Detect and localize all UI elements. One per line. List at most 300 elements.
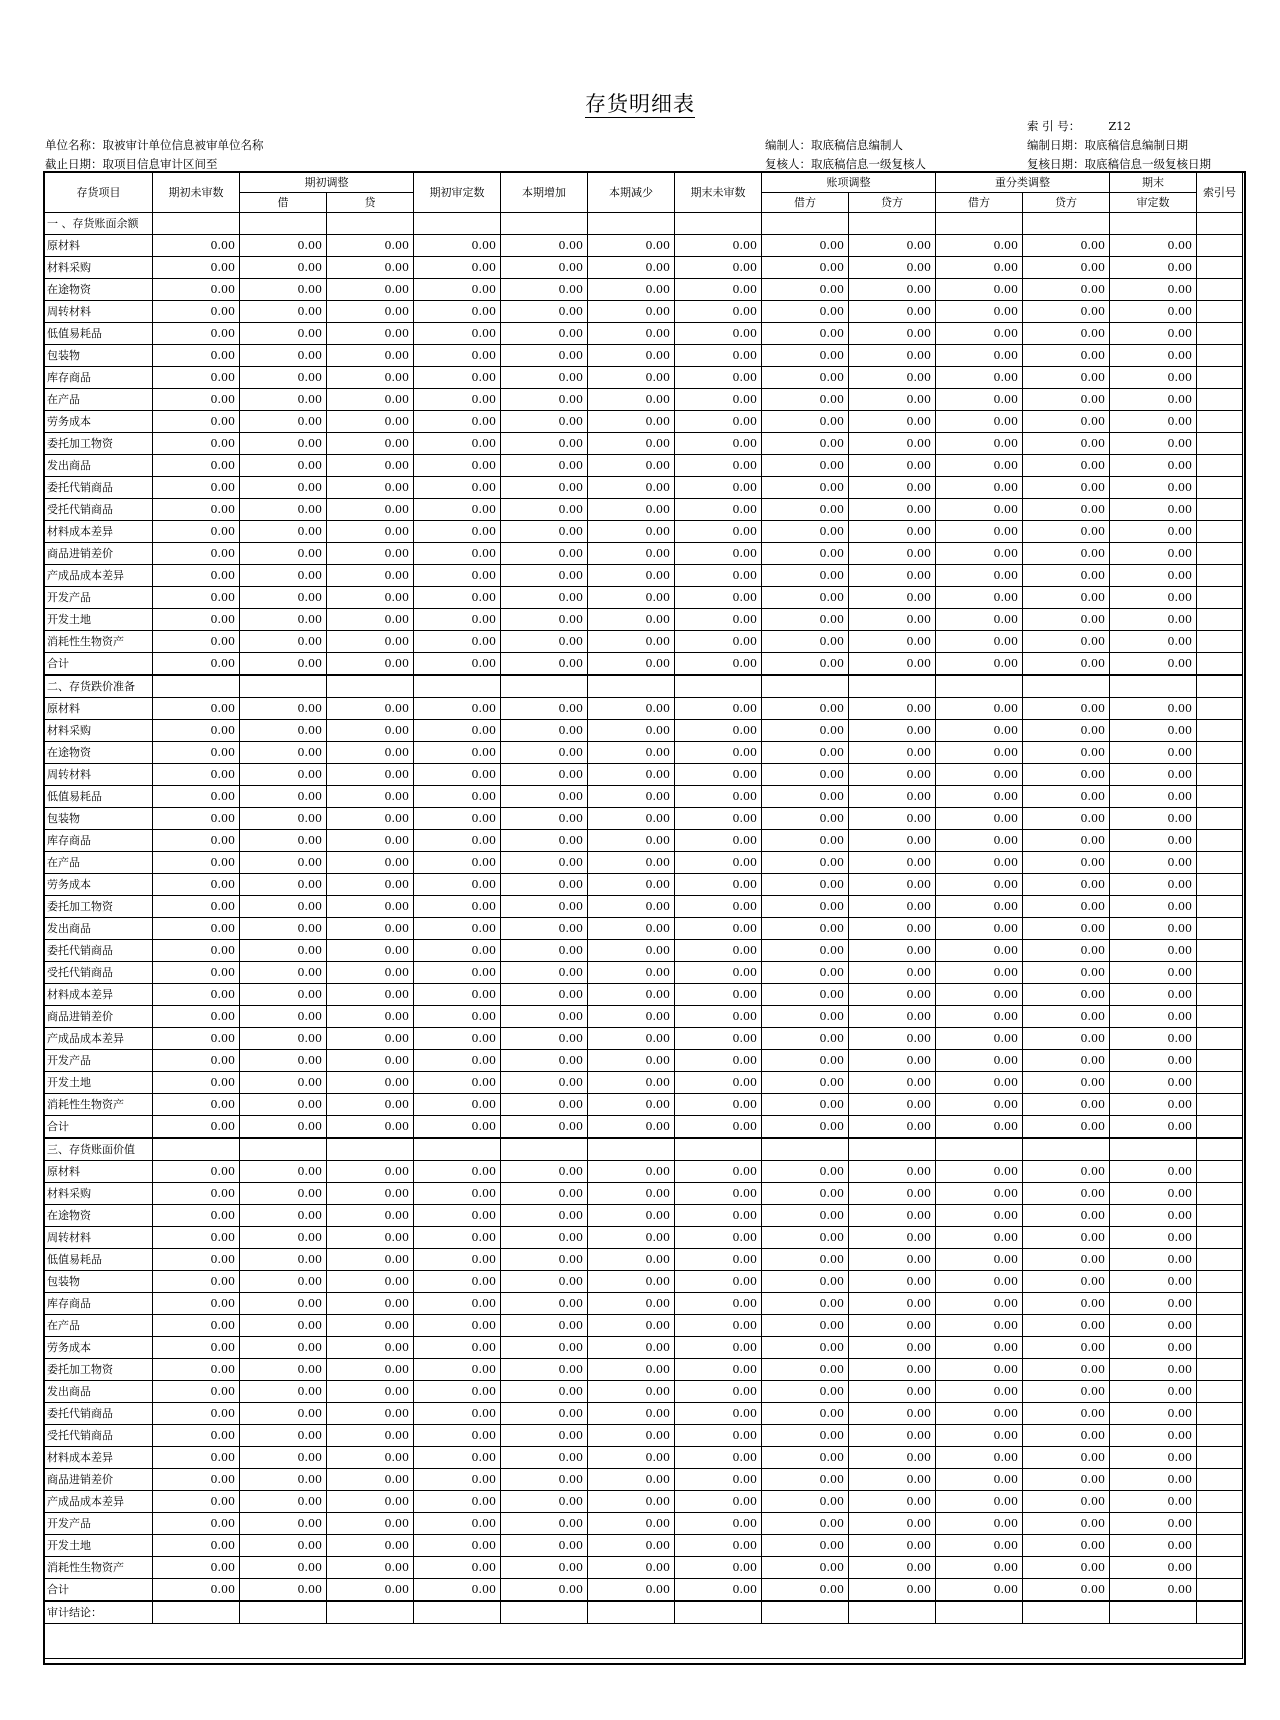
- index-cell: [1197, 984, 1243, 1006]
- value-cell: 0.00: [675, 301, 762, 323]
- conclusion-label: 审计结论：: [45, 1601, 153, 1624]
- row-item-name: 发出商品: [45, 455, 153, 477]
- value-cell: 0.00: [1110, 653, 1197, 676]
- value-cell: 0.00: [327, 1249, 414, 1271]
- value-cell: 0.00: [1110, 896, 1197, 918]
- value-cell: 0.00: [327, 565, 414, 587]
- value-cell: 0.00: [327, 1337, 414, 1359]
- table-row: [45, 1337, 1243, 1359]
- value-cell: 0.00: [501, 1028, 588, 1050]
- value-cell: 0.00: [240, 345, 327, 367]
- value-cell: 0.00: [501, 984, 588, 1006]
- row-item-name: 委托代销商品: [45, 940, 153, 962]
- index-cell: [1197, 896, 1243, 918]
- index-number-label: 索 引 号：: [1027, 119, 1081, 133]
- value-cell: 0.00: [501, 1006, 588, 1028]
- value-cell: 0.00: [501, 852, 588, 874]
- value-cell: 0.00: [327, 1293, 414, 1315]
- value-cell: 0.00: [153, 1094, 240, 1116]
- empty-cell: [1023, 675, 1110, 698]
- value-cell: 0.00: [327, 609, 414, 631]
- value-cell: 0.00: [327, 1315, 414, 1337]
- value-cell: 0.00: [1023, 521, 1110, 543]
- section-title: 三、存货账面价值: [45, 1138, 153, 1161]
- value-cell: 0.00: [1110, 1469, 1197, 1491]
- value-cell: 0.00: [1023, 1381, 1110, 1403]
- value-cell: 0.00: [501, 477, 588, 499]
- value-cell: 0.00: [240, 1072, 327, 1094]
- value-cell: 0.00: [762, 1205, 849, 1227]
- table-row: [45, 1161, 1243, 1183]
- value-cell: 0.00: [153, 720, 240, 742]
- col-header-opening-adjust: 期初调整: [240, 173, 414, 193]
- row-item-name: 库存商品: [45, 830, 153, 852]
- table-row: [45, 565, 1243, 587]
- value-cell: 0.00: [849, 786, 936, 808]
- row-item-name: 原材料: [45, 698, 153, 720]
- table-row: [45, 1183, 1243, 1205]
- value-cell: 0.00: [414, 1293, 501, 1315]
- value-cell: 0.00: [153, 1271, 240, 1293]
- value-cell: 0.00: [675, 1491, 762, 1513]
- row-item-name: 开发土地: [45, 1535, 153, 1557]
- value-cell: 0.00: [588, 477, 675, 499]
- value-cell: 0.00: [588, 279, 675, 301]
- value-cell: 0.00: [153, 587, 240, 609]
- value-cell: 0.00: [1110, 1249, 1197, 1271]
- value-cell: 0.00: [936, 565, 1023, 587]
- value-cell: 0.00: [327, 852, 414, 874]
- value-cell: 0.00: [675, 1116, 762, 1139]
- index-cell: [1197, 1028, 1243, 1050]
- row-item-name: 劳务成本: [45, 1337, 153, 1359]
- value-cell: 0.00: [588, 940, 675, 962]
- conclusion-cell: [240, 1601, 327, 1624]
- empty-cell: [1197, 1138, 1243, 1161]
- prepare-date-value: 取底稿信息编制日期: [1084, 138, 1188, 152]
- value-cell: 0.00: [240, 1403, 327, 1425]
- value-cell: 0.00: [762, 1161, 849, 1183]
- value-cell: 0.00: [414, 1006, 501, 1028]
- value-cell: 0.00: [414, 1271, 501, 1293]
- index-cell: [1197, 521, 1243, 543]
- value-cell: 0.00: [240, 1469, 327, 1491]
- value-cell: 0.00: [327, 1183, 414, 1205]
- value-cell: 0.00: [1023, 279, 1110, 301]
- col-header-closing-audited: 审定数: [1110, 193, 1197, 213]
- table-row: [45, 1381, 1243, 1403]
- index-cell: [1197, 1183, 1243, 1205]
- value-cell: 0.00: [501, 367, 588, 389]
- value-cell: 0.00: [153, 499, 240, 521]
- table-row: [45, 1094, 1243, 1116]
- value-cell: 0.00: [762, 764, 849, 786]
- value-cell: 0.00: [936, 1116, 1023, 1139]
- table-row: [45, 1359, 1243, 1381]
- value-cell: 0.00: [153, 1072, 240, 1094]
- value-cell: 0.00: [849, 653, 936, 676]
- table-row: [45, 345, 1243, 367]
- row-item-name: 受托代销商品: [45, 1425, 153, 1447]
- value-cell: 0.00: [1023, 1425, 1110, 1447]
- value-cell: 0.00: [588, 433, 675, 455]
- value-cell: 0.00: [849, 499, 936, 521]
- index-cell: [1197, 1116, 1243, 1139]
- value-cell: 0.00: [327, 477, 414, 499]
- empty-cell: [327, 213, 414, 235]
- value-cell: 0.00: [153, 477, 240, 499]
- value-cell: 0.00: [762, 852, 849, 874]
- value-cell: 0.00: [762, 1006, 849, 1028]
- value-cell: 0.00: [240, 1205, 327, 1227]
- value-cell: 0.00: [501, 1403, 588, 1425]
- value-cell: 0.00: [414, 1205, 501, 1227]
- value-cell: 0.00: [1110, 1381, 1197, 1403]
- value-cell: 0.00: [327, 653, 414, 676]
- value-cell: 0.00: [501, 543, 588, 565]
- value-cell: 0.00: [240, 1491, 327, 1513]
- value-cell: 0.00: [501, 653, 588, 676]
- value-cell: 0.00: [675, 1161, 762, 1183]
- table-row: [45, 1469, 1243, 1491]
- value-cell: 0.00: [1110, 1535, 1197, 1557]
- value-cell: 0.00: [588, 367, 675, 389]
- value-cell: 0.00: [414, 808, 501, 830]
- value-cell: 0.00: [675, 1271, 762, 1293]
- value-cell: 0.00: [327, 1557, 414, 1579]
- value-cell: 0.00: [1110, 1094, 1197, 1116]
- conclusion-cell: [1110, 1601, 1197, 1624]
- value-cell: 0.00: [1110, 455, 1197, 477]
- value-cell: 0.00: [1023, 1161, 1110, 1183]
- value-cell: 0.00: [501, 631, 588, 653]
- value-cell: 0.00: [240, 1183, 327, 1205]
- value-cell: 0.00: [327, 455, 414, 477]
- row-item-name: 库存商品: [45, 367, 153, 389]
- conclusion-cell: [1197, 1601, 1243, 1624]
- value-cell: 0.00: [936, 1337, 1023, 1359]
- value-cell: 0.00: [588, 411, 675, 433]
- value-cell: 0.00: [588, 830, 675, 852]
- index-cell: [1197, 543, 1243, 565]
- value-cell: 0.00: [1110, 1006, 1197, 1028]
- value-cell: 0.00: [849, 940, 936, 962]
- value-cell: 0.00: [849, 1094, 936, 1116]
- value-cell: 0.00: [588, 631, 675, 653]
- table-row: [45, 1447, 1243, 1469]
- value-cell: 0.00: [327, 720, 414, 742]
- value-cell: 0.00: [1110, 1403, 1197, 1425]
- value-cell: 0.00: [762, 587, 849, 609]
- value-cell: 0.00: [849, 1293, 936, 1315]
- value-cell: 0.00: [414, 1116, 501, 1139]
- index-cell: [1197, 1403, 1243, 1425]
- table-row: [45, 962, 1243, 984]
- table-row: [45, 653, 1243, 676]
- value-cell: 0.00: [936, 1050, 1023, 1072]
- value-cell: 0.00: [762, 940, 849, 962]
- value-cell: 0.00: [1110, 1028, 1197, 1050]
- value-cell: 0.00: [501, 1072, 588, 1094]
- empty-cell: [501, 1138, 588, 1161]
- value-cell: 0.00: [153, 433, 240, 455]
- table-row: [45, 631, 1243, 653]
- row-item-name: 合计: [45, 653, 153, 676]
- empty-cell: [1197, 213, 1243, 235]
- value-cell: 0.00: [327, 764, 414, 786]
- row-item-name: 材料采购: [45, 720, 153, 742]
- value-cell: 0.00: [849, 852, 936, 874]
- value-cell: 0.00: [240, 235, 327, 257]
- value-cell: 0.00: [675, 720, 762, 742]
- value-cell: 0.00: [414, 521, 501, 543]
- value-cell: 0.00: [327, 1447, 414, 1469]
- value-cell: 0.00: [849, 1337, 936, 1359]
- value-cell: 0.00: [414, 698, 501, 720]
- row-item-name: 材料成本差异: [45, 1447, 153, 1469]
- value-cell: 0.00: [327, 1425, 414, 1447]
- value-cell: 0.00: [849, 1161, 936, 1183]
- index-cell: [1197, 389, 1243, 411]
- value-cell: 0.00: [1110, 742, 1197, 764]
- value-cell: 0.00: [849, 1469, 936, 1491]
- value-cell: 0.00: [1110, 389, 1197, 411]
- value-cell: 0.00: [501, 1447, 588, 1469]
- value-cell: 0.00: [414, 367, 501, 389]
- value-cell: 0.00: [240, 301, 327, 323]
- conclusion-text-area[interactable]: [45, 1624, 1243, 1659]
- value-cell: 0.00: [1110, 1293, 1197, 1315]
- value-cell: 0.00: [327, 301, 414, 323]
- value-cell: 0.00: [327, 962, 414, 984]
- value-cell: 0.00: [153, 1381, 240, 1403]
- value-cell: 0.00: [762, 1447, 849, 1469]
- value-cell: 0.00: [675, 698, 762, 720]
- value-cell: 0.00: [414, 1028, 501, 1050]
- value-cell: 0.00: [240, 631, 327, 653]
- value-cell: 0.00: [240, 653, 327, 676]
- value-cell: 0.00: [936, 742, 1023, 764]
- row-item-name: 发出商品: [45, 1381, 153, 1403]
- value-cell: 0.00: [414, 323, 501, 345]
- value-cell: 0.00: [588, 852, 675, 874]
- row-item-name: 受托代销商品: [45, 962, 153, 984]
- row-item-name: 包装物: [45, 345, 153, 367]
- value-cell: 0.00: [414, 1425, 501, 1447]
- value-cell: 0.00: [936, 257, 1023, 279]
- row-item-name: 材料采购: [45, 257, 153, 279]
- value-cell: 0.00: [414, 1579, 501, 1602]
- value-cell: 0.00: [588, 1315, 675, 1337]
- value-cell: 0.00: [1110, 587, 1197, 609]
- index-cell: [1197, 1161, 1243, 1183]
- value-cell: 0.00: [1110, 1359, 1197, 1381]
- value-cell: 0.00: [153, 742, 240, 764]
- index-cell: [1197, 720, 1243, 742]
- value-cell: 0.00: [1023, 1293, 1110, 1315]
- value-cell: 0.00: [588, 786, 675, 808]
- table-row: [45, 808, 1243, 830]
- value-cell: 0.00: [501, 874, 588, 896]
- value-cell: 0.00: [936, 1183, 1023, 1205]
- value-cell: 0.00: [936, 830, 1023, 852]
- value-cell: 0.00: [414, 477, 501, 499]
- empty-cell: [849, 1138, 936, 1161]
- value-cell: 0.00: [501, 786, 588, 808]
- row-item-name: 包装物: [45, 1271, 153, 1293]
- value-cell: 0.00: [501, 1535, 588, 1557]
- review-date-field: [1027, 156, 1211, 172]
- value-cell: 0.00: [762, 1579, 849, 1602]
- cutoff-date-value: 取项目信息审计区间至: [102, 157, 218, 171]
- value-cell: 0.00: [327, 874, 414, 896]
- value-cell: 0.00: [849, 1205, 936, 1227]
- value-cell: 0.00: [936, 323, 1023, 345]
- value-cell: 0.00: [762, 808, 849, 830]
- value-cell: 0.00: [849, 609, 936, 631]
- index-cell: [1197, 367, 1243, 389]
- value-cell: 0.00: [414, 1513, 501, 1535]
- value-cell: 0.00: [762, 1513, 849, 1535]
- empty-cell: [675, 675, 762, 698]
- value-cell: 0.00: [675, 940, 762, 962]
- value-cell: 0.00: [675, 1006, 762, 1028]
- value-cell: 0.00: [240, 874, 327, 896]
- value-cell: 0.00: [588, 323, 675, 345]
- col-header-closing-unaudited: 期末未审数: [675, 173, 762, 213]
- value-cell: 0.00: [414, 1403, 501, 1425]
- value-cell: 0.00: [414, 389, 501, 411]
- value-cell: 0.00: [936, 1403, 1023, 1425]
- value-cell: 0.00: [675, 852, 762, 874]
- value-cell: 0.00: [240, 1381, 327, 1403]
- value-cell: 0.00: [1110, 808, 1197, 830]
- value-cell: 0.00: [501, 830, 588, 852]
- value-cell: 0.00: [762, 1359, 849, 1381]
- value-cell: 0.00: [153, 940, 240, 962]
- col-header-reclass-adjust: 重分类调整: [936, 173, 1110, 193]
- value-cell: 0.00: [414, 918, 501, 940]
- index-cell: [1197, 1359, 1243, 1381]
- table-row: [45, 1403, 1243, 1425]
- value-cell: 0.00: [501, 1579, 588, 1602]
- value-cell: 0.00: [327, 1513, 414, 1535]
- empty-cell: [1110, 213, 1197, 235]
- value-cell: 0.00: [414, 455, 501, 477]
- index-cell: [1197, 1557, 1243, 1579]
- value-cell: 0.00: [675, 874, 762, 896]
- value-cell: 0.00: [240, 1227, 327, 1249]
- index-cell: [1197, 323, 1243, 345]
- preparer-field: [765, 137, 903, 153]
- value-cell: 0.00: [240, 609, 327, 631]
- value-cell: 0.00: [762, 323, 849, 345]
- conclusion-cell: [588, 1601, 675, 1624]
- value-cell: 0.00: [675, 411, 762, 433]
- value-cell: 0.00: [762, 301, 849, 323]
- value-cell: 0.00: [240, 1337, 327, 1359]
- value-cell: 0.00: [849, 1271, 936, 1293]
- row-item-name: 低值易耗品: [45, 786, 153, 808]
- table-row: [45, 1271, 1243, 1293]
- value-cell: 0.00: [936, 1028, 1023, 1050]
- value-cell: 0.00: [327, 896, 414, 918]
- index-cell: [1197, 1205, 1243, 1227]
- table-row: [45, 1116, 1243, 1139]
- row-item-name: 开发产品: [45, 1050, 153, 1072]
- value-cell: 0.00: [936, 1491, 1023, 1513]
- table-row: [45, 852, 1243, 874]
- value-cell: 0.00: [327, 698, 414, 720]
- value-cell: 0.00: [327, 1006, 414, 1028]
- row-item-name: 劳务成本: [45, 874, 153, 896]
- table-row: [45, 367, 1243, 389]
- table-row: [45, 1050, 1243, 1072]
- value-cell: 0.00: [414, 742, 501, 764]
- index-cell: [1197, 1315, 1243, 1337]
- value-cell: 0.00: [762, 1028, 849, 1050]
- conclusion-cell: [675, 1601, 762, 1624]
- value-cell: 0.00: [849, 1447, 936, 1469]
- value-cell: 0.00: [414, 1249, 501, 1271]
- table-row: [45, 1028, 1243, 1050]
- value-cell: 0.00: [936, 1513, 1023, 1535]
- value-cell: 0.00: [153, 852, 240, 874]
- value-cell: 0.00: [762, 345, 849, 367]
- value-cell: 0.00: [936, 235, 1023, 257]
- value-cell: 0.00: [327, 587, 414, 609]
- preparer-label: 编制人：: [765, 138, 811, 152]
- value-cell: 0.00: [1023, 1227, 1110, 1249]
- cutoff-date-field: [45, 156, 218, 172]
- index-cell: [1197, 1072, 1243, 1094]
- index-cell: [1197, 1535, 1243, 1557]
- table-row: [45, 1315, 1243, 1337]
- value-cell: 0.00: [240, 1006, 327, 1028]
- value-cell: 0.00: [1023, 1447, 1110, 1469]
- value-cell: 0.00: [501, 1293, 588, 1315]
- empty-cell: [762, 675, 849, 698]
- row-item-name: 委托代销商品: [45, 1403, 153, 1425]
- index-cell: [1197, 433, 1243, 455]
- row-item-name: 材料成本差异: [45, 521, 153, 543]
- value-cell: 0.00: [588, 389, 675, 411]
- index-cell: [1197, 455, 1243, 477]
- conclusion-block: [45, 1601, 1243, 1659]
- value-cell: 0.00: [849, 235, 936, 257]
- value-cell: 0.00: [849, 1403, 936, 1425]
- empty-cell: [327, 675, 414, 698]
- value-cell: 0.00: [153, 323, 240, 345]
- empty-cell: [588, 1138, 675, 1161]
- row-item-name: 在产品: [45, 1315, 153, 1337]
- value-cell: 0.00: [762, 1337, 849, 1359]
- value-cell: 0.00: [414, 1072, 501, 1094]
- empty-cell: [936, 675, 1023, 698]
- value-cell: 0.00: [240, 1557, 327, 1579]
- empty-cell: [240, 213, 327, 235]
- value-cell: 0.00: [327, 1050, 414, 1072]
- value-cell: 0.00: [1023, 1006, 1110, 1028]
- table-row: [45, 1072, 1243, 1094]
- value-cell: 0.00: [588, 1161, 675, 1183]
- value-cell: 0.00: [1023, 257, 1110, 279]
- value-cell: 0.00: [762, 1050, 849, 1072]
- value-cell: 0.00: [414, 1227, 501, 1249]
- value-cell: 0.00: [675, 1381, 762, 1403]
- value-cell: 0.00: [849, 543, 936, 565]
- value-cell: 0.00: [675, 1359, 762, 1381]
